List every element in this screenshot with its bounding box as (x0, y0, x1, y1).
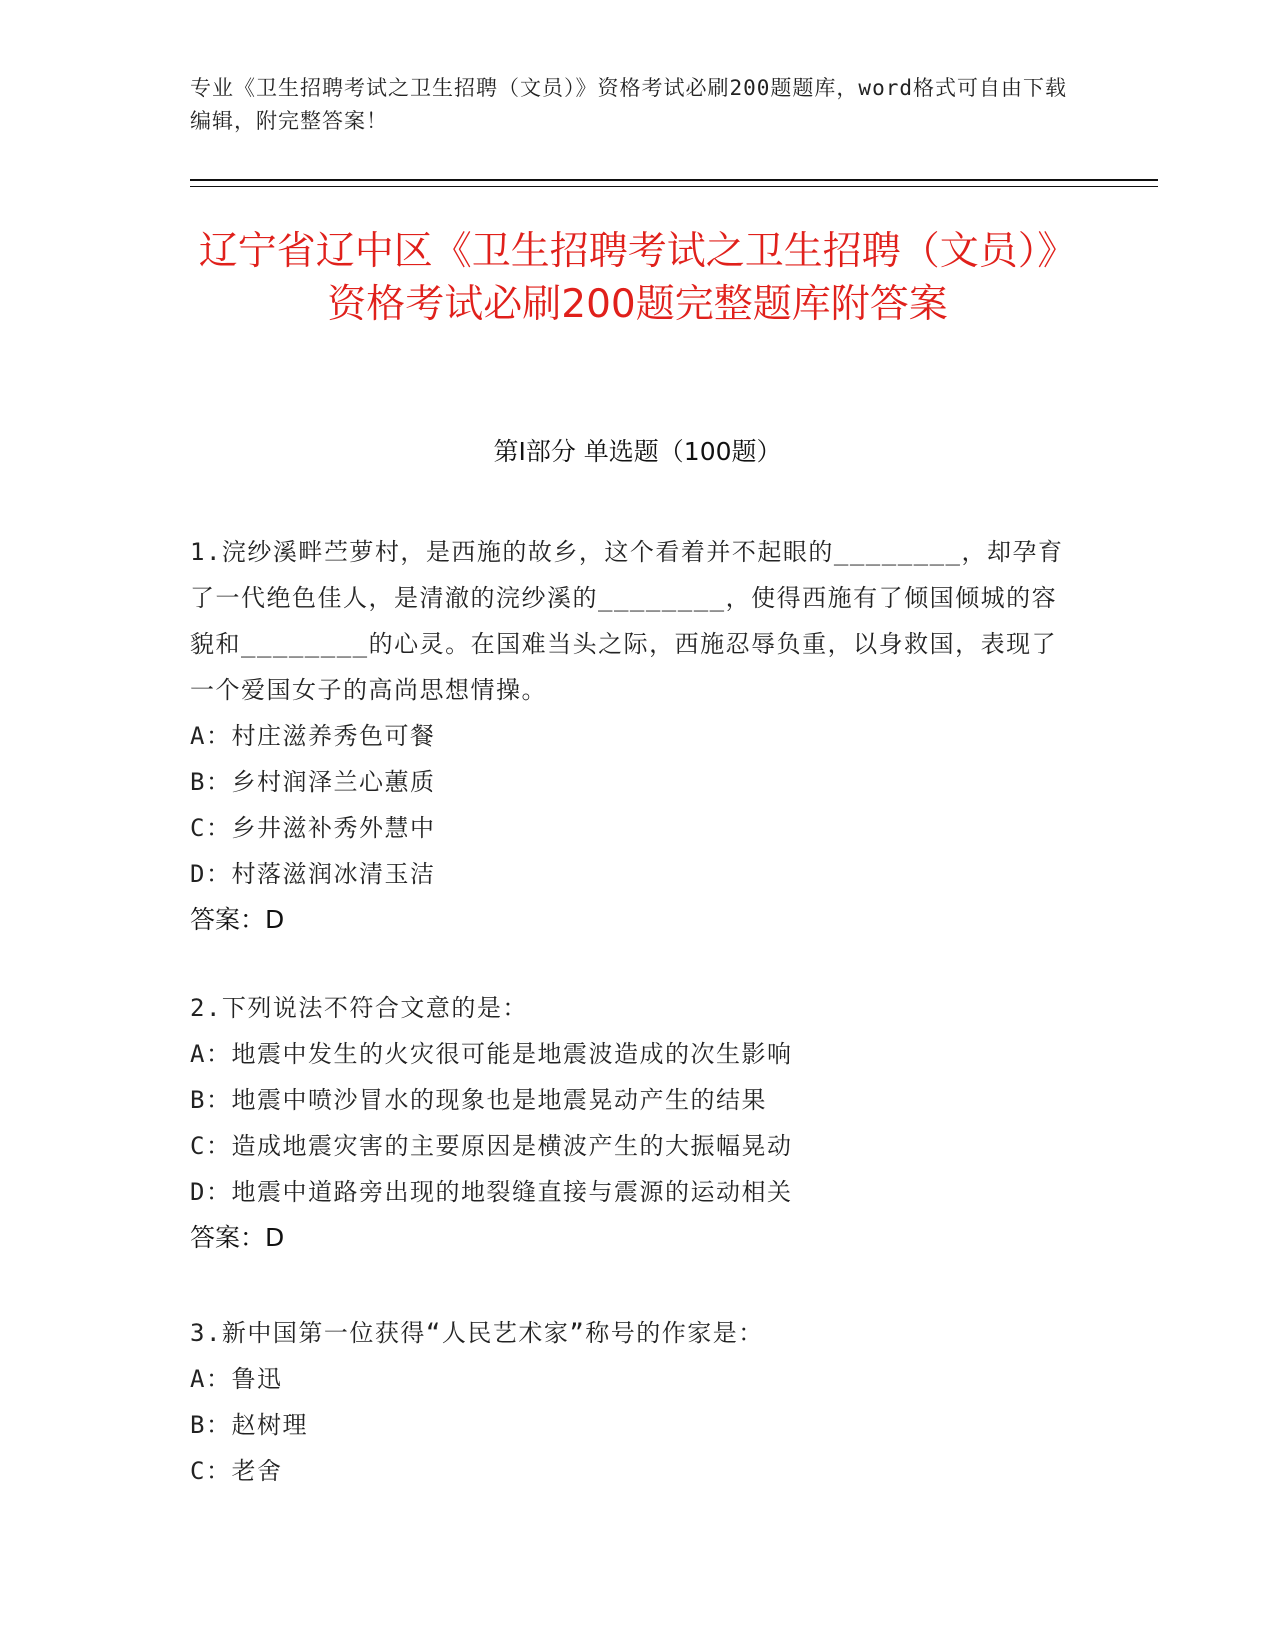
question-stem: 1.浣纱溪畔苎萝村，是西施的故乡，这个看着并不起眼的________，却孕育了一代绝色佳人，是清澈的浣纱溪的________，使得西施有了倾国倾城的容貌和________的心灵。在国难当头之际，西施忍辱负重，以身救国，表现了一个爱国女子的高尚思想情操。 (190, 538, 1064, 704)
option-a: A：村庄滋养秀色可餐 (190, 722, 436, 750)
option-b: B：地震中喷沙冒水的现象也是地震晃动产生的结果 (190, 1086, 767, 1114)
option-d: D：村落滋润冰清玉洁 (190, 860, 436, 888)
option-d: D：地震中道路旁出现的地裂缝直接与震源的运动相关 (190, 1178, 793, 1206)
option-a: A：鲁迅 (190, 1365, 283, 1393)
option-c: C：造成地震灾害的主要原因是横波产生的大振幅晃动 (190, 1132, 793, 1160)
option-b: B：赵树理 (190, 1411, 308, 1439)
question-stem: 3.新中国第一位获得“人民艺术家”称号的作家是： (190, 1319, 764, 1347)
document-title: 辽宁省辽中区《卫生招聘考试之卫生招聘（文员）》资格考试必刷200题完整题库附答案 (198, 229, 1077, 327)
question-stem: 2.下列说法不符合文意的是： (190, 994, 528, 1022)
question-2 (190, 985, 1070, 1261)
header-rule-thick (190, 179, 1158, 181)
option-c: C：老舍 (190, 1457, 283, 1485)
option-b: B：乡村润泽兰心蕙质 (190, 768, 436, 796)
section-title: 第Ⅰ部分 单选题（100题） (493, 437, 782, 466)
question-1 (190, 529, 1070, 943)
header-rule-thin (190, 186, 1158, 187)
option-a: A：地震中发生的火灾很可能是地震波造成的次生影响 (190, 1040, 793, 1068)
answer-label: 答案：D (190, 1223, 285, 1252)
option-c: C：乡井滋补秀外慧中 (190, 814, 436, 842)
answer-label: 答案：D (190, 905, 285, 934)
question-3 (190, 1310, 1070, 1494)
header-note: 专业《卫生招聘考试之卫生招聘（文员）》资格考试必刷200题题库，word格式可自由下载编辑，附完整答案！ (190, 76, 1067, 133)
